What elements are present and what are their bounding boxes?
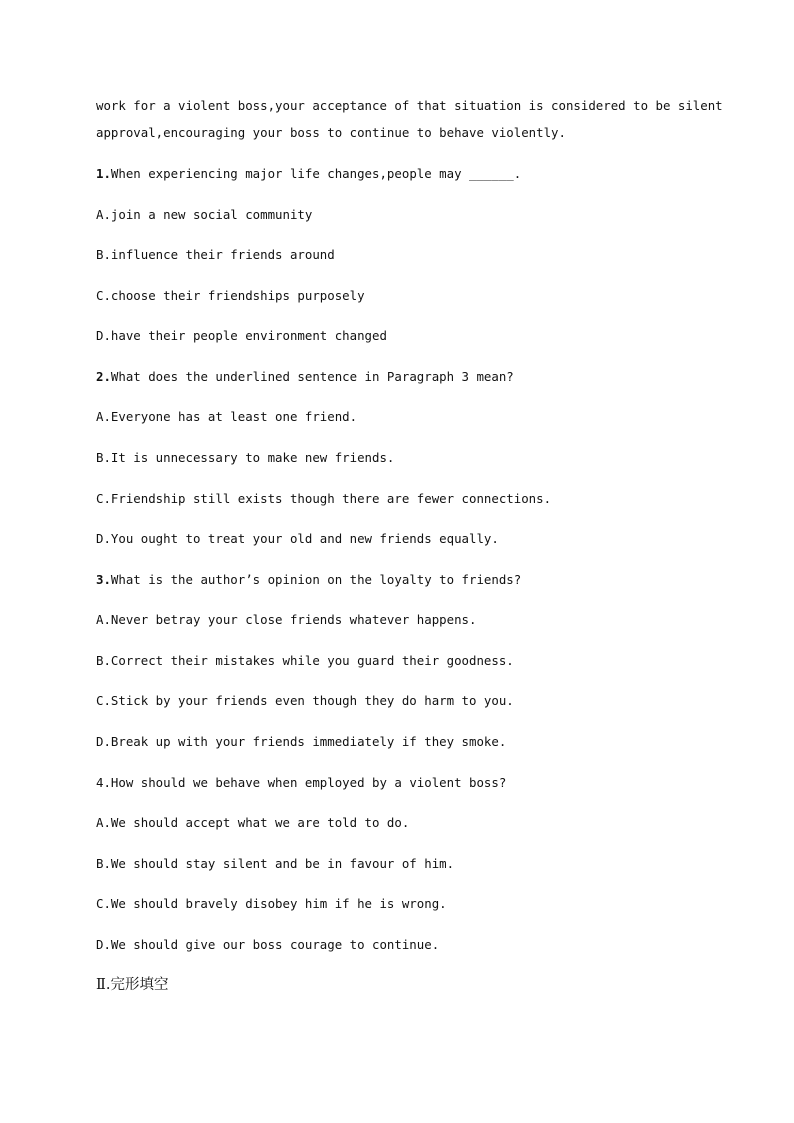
- question-stem: How should we behave when employed by a violent boss?: [110, 775, 507, 790]
- question-1: [96, 166, 521, 182]
- question-4: [96, 775, 506, 791]
- question-stem: When experiencing major life changes,people may ______.: [110, 166, 522, 181]
- option-c: C.Friendship still exists though there are fewer connections.: [96, 491, 552, 506]
- option-a: A.We should accept what we are told to do.: [96, 815, 410, 830]
- option-a: A.Everyone has at least one friend.: [96, 409, 358, 424]
- question-number: 4.: [96, 775, 111, 790]
- question-2: [96, 369, 514, 385]
- section-heading: Ⅱ.完形填空: [96, 977, 169, 993]
- option-b: B.We should stay silent and be in favour of him.: [96, 856, 455, 871]
- question-number: 3.: [96, 572, 111, 587]
- option-a: A.Never betray your close friends whatever happens.: [96, 612, 477, 627]
- option-c: C.Stick by your friends even though they do harm to you.: [96, 693, 514, 708]
- option-b: B.It is unnecessary to make new friends.: [96, 450, 395, 465]
- question-number: 2.: [96, 369, 111, 384]
- passage-line: approval,encouraging your boss to continue to behave violently.: [96, 125, 566, 140]
- option-d: D.You ought to treat your old and new friends equally.: [96, 531, 499, 546]
- option-d: D.We should give our boss courage to continue.: [96, 937, 440, 952]
- passage-line: work for a violent boss,your acceptance of that situation is considered to be silent: [96, 98, 723, 113]
- option-c: C.We should bravely disobey him if he is wrong.: [96, 896, 447, 911]
- question-stem: What is the author’s opinion on the loyalty to friends?: [110, 572, 522, 587]
- option-b: B.Correct their mistakes while you guard their goodness.: [96, 653, 514, 668]
- question-3: [96, 572, 521, 588]
- question-stem: What does the underlined sentence in Paragraph 3 mean?: [110, 369, 514, 384]
- option-b: B.influence their friends around: [96, 247, 335, 262]
- option-d: D.Break up with your friends immediately if they smoke.: [96, 734, 507, 749]
- option-a: A.join a new social community: [96, 207, 313, 222]
- question-number: 1.: [96, 166, 111, 181]
- option-c: C.choose their friendships purposely: [96, 288, 365, 303]
- option-d: D.have their people environment changed: [96, 328, 387, 343]
